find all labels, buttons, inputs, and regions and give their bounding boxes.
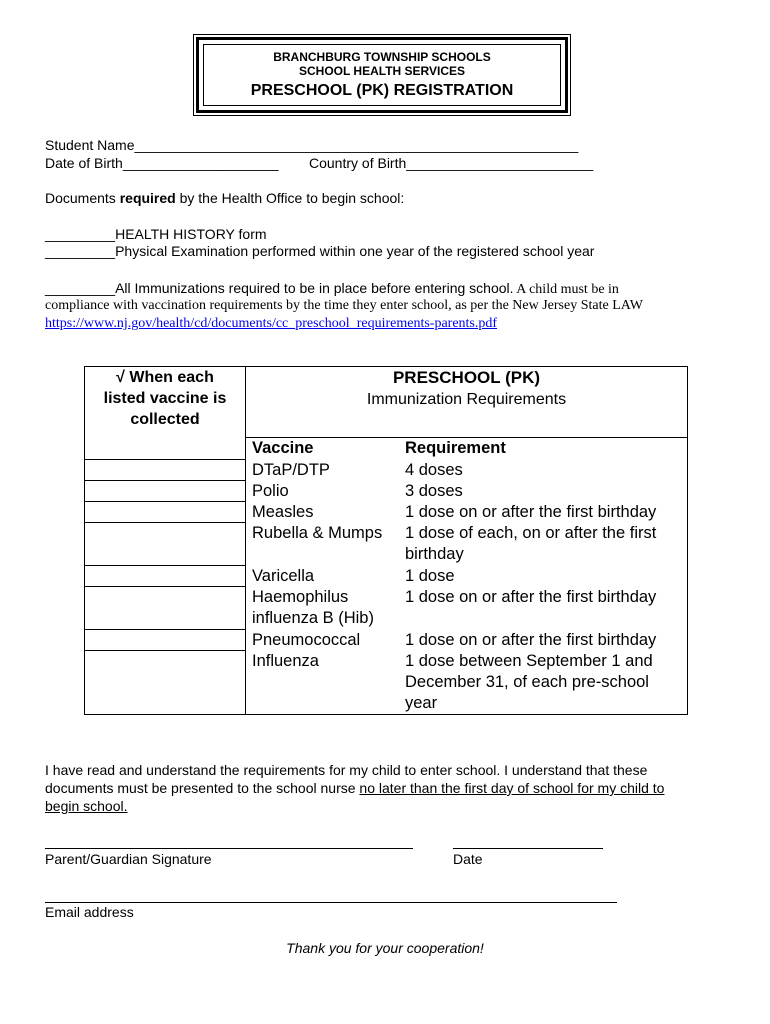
vaccine-requirement: 1 dose of each, on or after the first birthday [405,523,657,563]
department-name: SCHOOL HEALTH SERVICES [298,64,466,78]
header-box [203,44,561,106]
checklist-blank[interactable]: _________ [45,280,116,296]
table-header-row [85,367,688,438]
checkmark-header-line: √ When each [116,369,214,386]
table-row [85,566,688,587]
table-subtitle: Immunization Requirements [366,391,567,408]
vaccine-name: Polio [252,481,289,500]
vaccine-name: Measles [252,502,314,521]
email-line[interactable] [45,902,617,903]
document-item-health-history [45,226,267,243]
vaccine-requirement: 4 doses [405,460,463,479]
vaccine-requirement: 1 dose on or after the first birthday [405,630,657,649]
documents-intro-rest: by the Health Office to begin school: [175,190,405,206]
vaccine-row-cell [246,566,688,587]
document-item-label: Physical Examination performed within one year of the registered school year [115,243,595,259]
vaccine-row-cell [246,630,688,651]
checkbox-cell[interactable] [85,651,246,715]
vaccine-column-header: Vaccine [252,439,314,457]
immunization-note-continued: compliance with vaccination requirements by the time they enter school, as per the New Jersey State LAW [45,298,643,313]
documents-intro [45,190,404,207]
immunization-note: A child must be in [513,282,619,297]
email-label: Email address [45,904,134,920]
checklist-blank[interactable]: _________ [45,243,116,259]
document-item-label: HEALTH HISTORY form [115,226,267,242]
vaccine-name: Haemophilus influenza B (Hib) [252,587,374,627]
statement-line-1: I have read and understand the requirements for my child to enter school. I understand that these [45,762,648,778]
checkbox-cell[interactable] [85,630,246,651]
checkbox-cell[interactable] [85,587,246,630]
table-row [85,481,688,502]
checkmark-header-line: listed vaccine is [103,390,227,407]
document-item-physical-exam [45,243,594,260]
column-headers [246,438,688,460]
checkbox-cell[interactable] [85,481,246,502]
documents-intro-emphasis: required [119,190,176,206]
vaccine-row-cell [246,481,688,502]
documents-intro-text: Documents [45,190,120,206]
vaccine-requirement: 1 dose [405,566,455,585]
checkbox-cell[interactable] [85,502,246,523]
vaccine-name: Pneumococcal [252,630,361,649]
table-row [85,630,688,651]
district-name: BRANCHBURG TOWNSHIP SCHOOLS [273,50,491,64]
requirements-title-cell [246,367,688,438]
table-title: PRESCHOOL (PK) [392,368,541,387]
checkbox-cell[interactable] [85,460,246,481]
statement-deadline: no later than the first day of school for my child to [359,780,665,796]
vaccine-row-cell [246,587,688,630]
table-row [85,523,688,566]
statement-line-2 [45,780,664,797]
document-item-label: All Immunizations required to be in place before entering school. [115,280,514,296]
date-label: Date [453,851,483,867]
checklist-blank[interactable]: _________ [45,226,116,242]
vaccine-row-cell [246,502,688,523]
thank-you-note: Thank you for your cooperation! [286,940,484,956]
requirement-column-header: Requirement [405,439,506,457]
table-row [85,460,688,481]
date-of-birth-field[interactable]: Date of Birth____________________ [45,155,279,171]
table-row [85,587,688,630]
date-line[interactable] [453,848,603,849]
vaccine-name: Varicella [252,566,315,585]
table-row [85,502,688,523]
vaccine-row-cell [246,651,688,715]
document-item-immunizations [45,280,619,298]
page-title: PRESCHOOL (PK) REGISTRATION [250,82,514,99]
table-row [85,651,688,715]
student-name-field[interactable]: Student Name_________________________________________________________ [45,137,579,153]
vaccine-requirement: 3 doses [405,481,463,500]
vaccine-name: Rubella & Mumps [252,523,383,542]
vaccine-requirement: 1 dose on or after the first birthday [405,502,657,521]
nj-law-link[interactable]: https://www.nj.gov/health/cd/documents/cc_preschool_requirements-parents.pdf [45,316,498,331]
vaccine-name: DTaP/DTP [252,460,330,479]
statement-line-3: begin school. [45,798,128,814]
vaccine-requirement: 1 dose on or after the first birthday [405,587,657,606]
immunization-table [84,366,688,715]
checkmark-column-header [85,367,246,460]
checkmark-header-line: collected [130,411,200,428]
statement-text: documents must be presented to the school nurse [45,780,360,796]
checkbox-cell[interactable] [85,523,246,566]
signature-line[interactable] [45,848,413,849]
vaccine-name: Influenza [252,651,319,670]
vaccine-requirement: 1 dose between September 1 and December 31, of each pre-school year [405,651,653,712]
parent-signature-label: Parent/Guardian Signature [45,851,212,867]
checkbox-cell[interactable] [85,566,246,587]
vaccine-row-cell [246,460,688,481]
country-of-birth-field[interactable]: Country of Birth________________________ [309,155,594,171]
vaccine-row-cell [246,523,688,566]
